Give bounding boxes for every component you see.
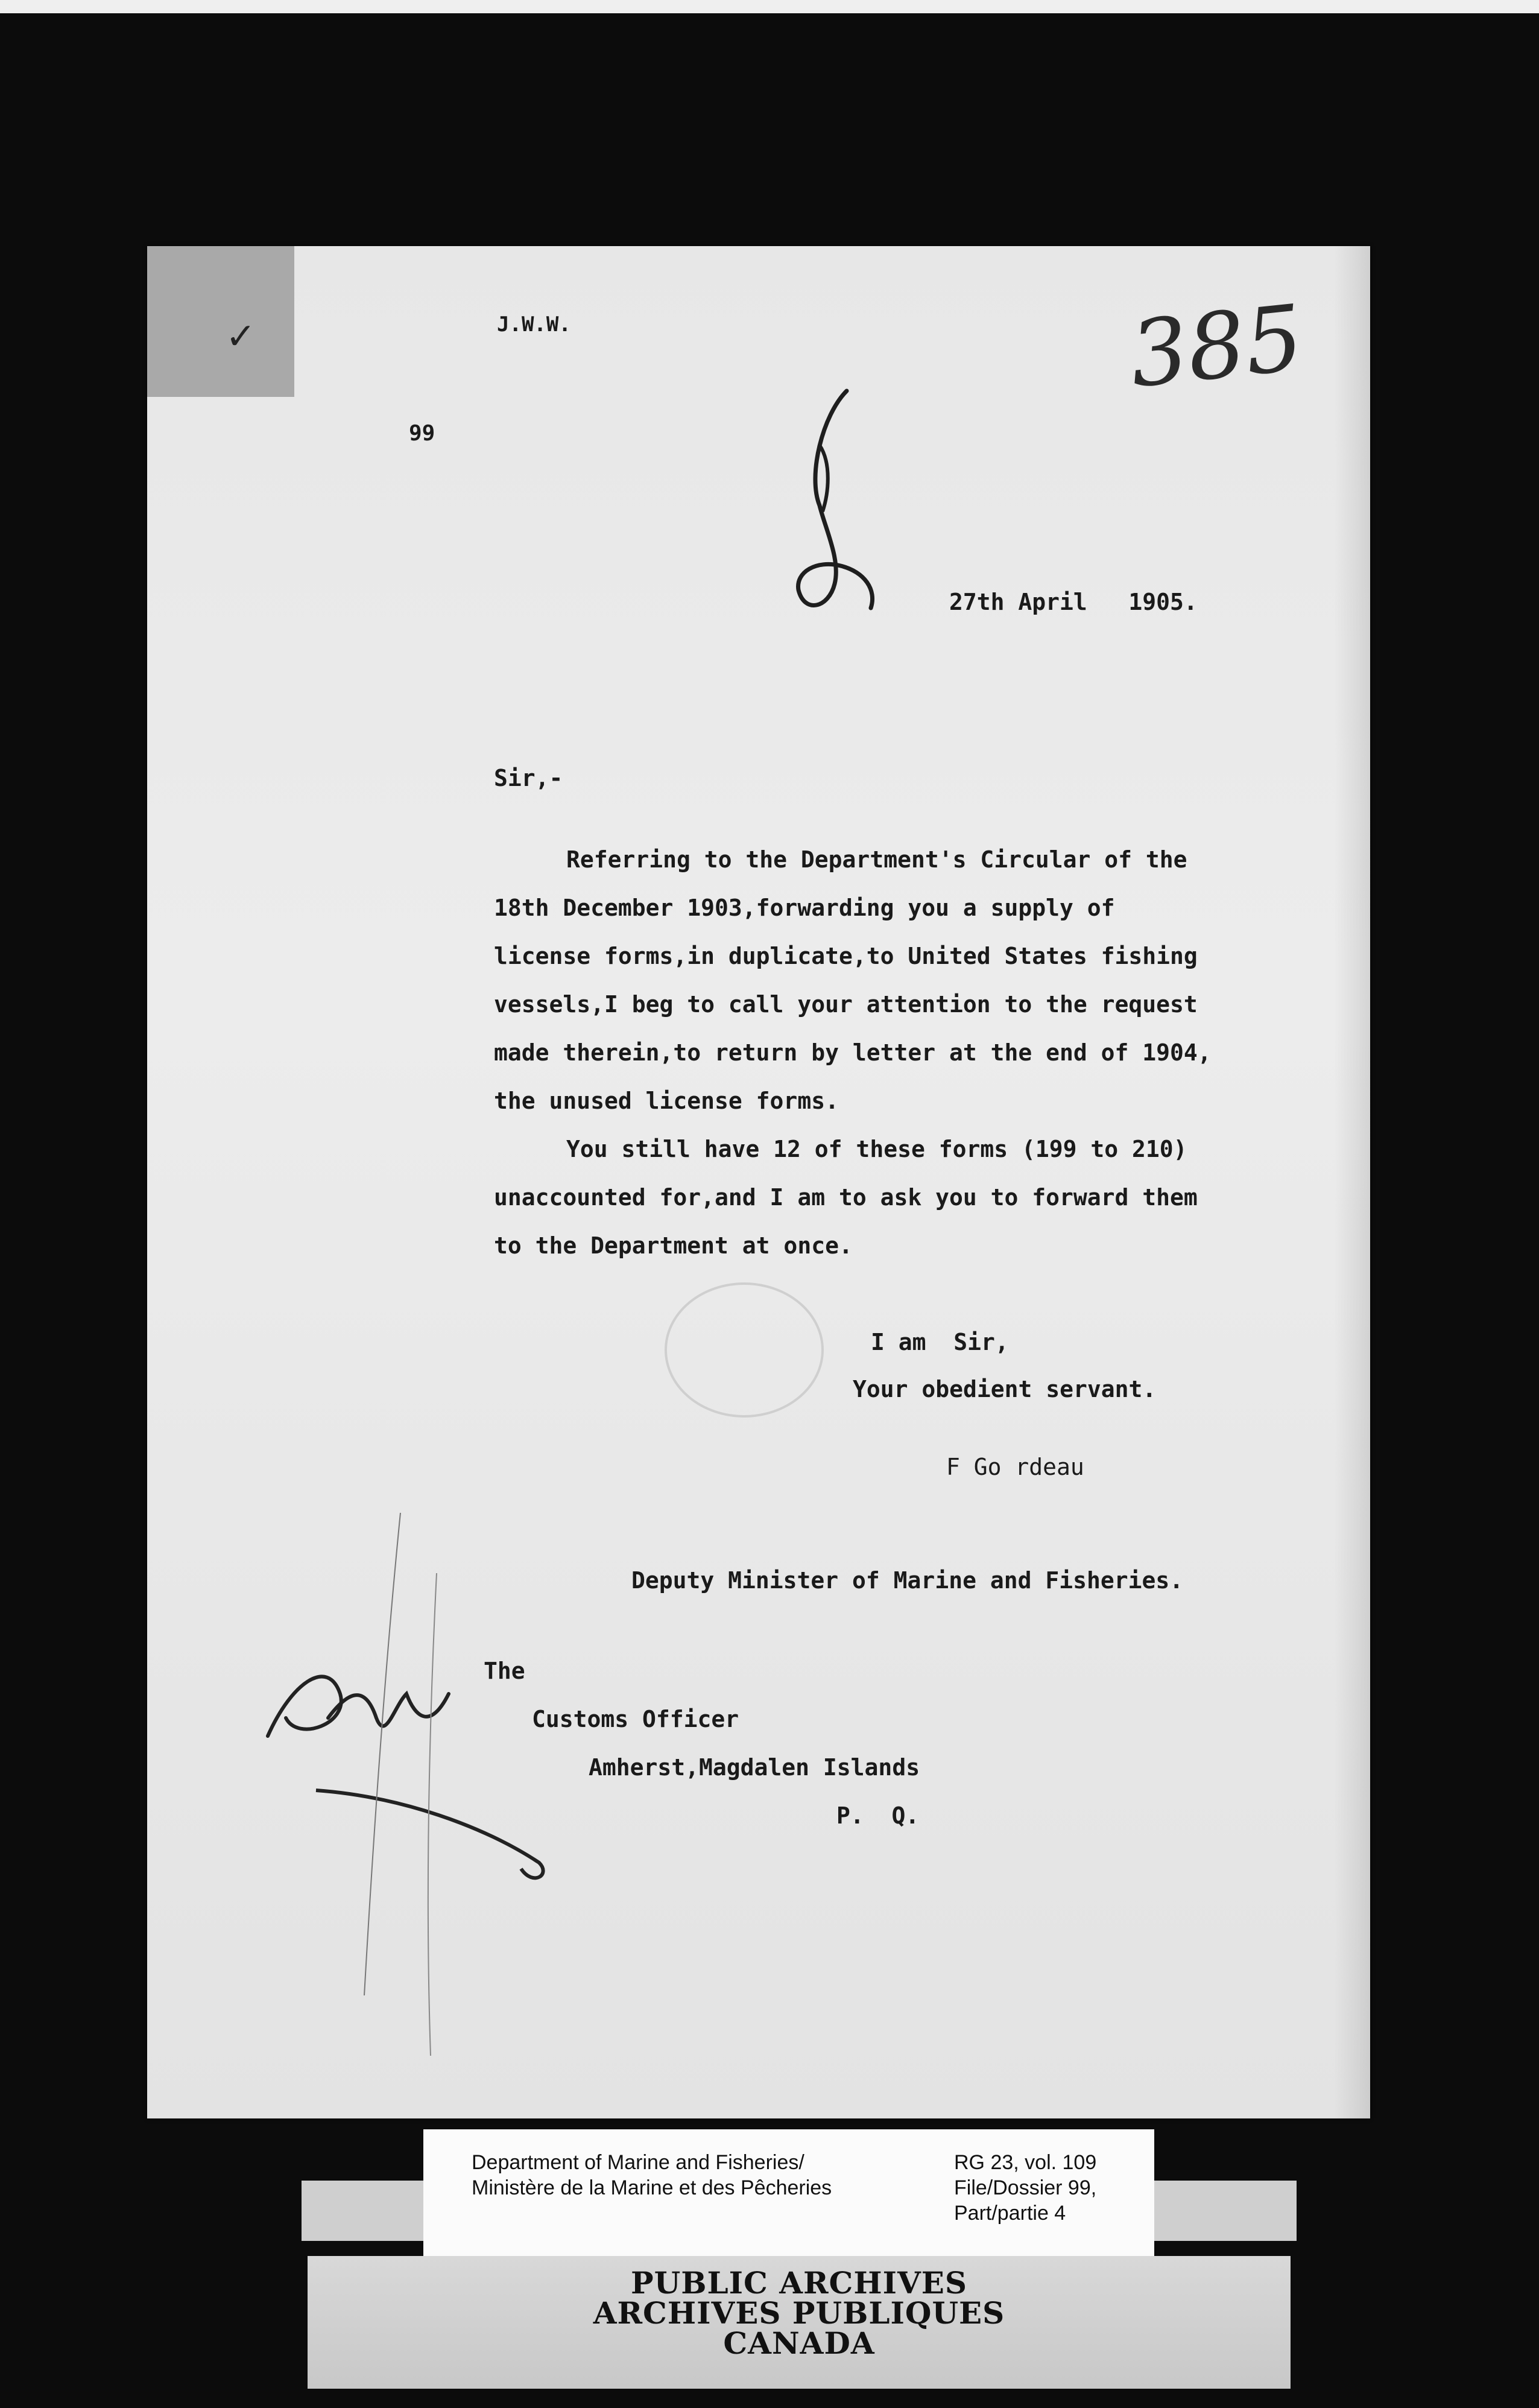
signer-name: F Go rdeau xyxy=(946,1454,1084,1480)
archive-label-department: Department of Marine and Fisheries/ Ministère de la Marine et des Pêcheries xyxy=(472,2151,832,2199)
handwriting-marks xyxy=(147,246,1370,2118)
archive-label-reference: RG 23, vol. 109 File/Dossier 99, Part/partie 4 xyxy=(954,2151,1097,2225)
body-line: Referring to the Department's Circular of the xyxy=(566,846,1187,873)
body-line: the unused license forms. xyxy=(494,1088,839,1114)
body-line: 18th December 1903,forwarding you a supply of xyxy=(494,895,1115,921)
stamp-line: CANADA xyxy=(723,2325,875,2361)
closing-line: I am Sir, xyxy=(871,1329,1009,1355)
salutation: Sir,- xyxy=(494,765,563,791)
signer-title: Deputy Minister of Marine and Fisheries. xyxy=(631,1567,1184,1594)
letter-page xyxy=(147,246,1370,2118)
handwritten-six-mark xyxy=(798,391,873,608)
body-line: to the Department at once. xyxy=(494,1232,853,1259)
body-line: license forms,in duplicate,to United States fishing xyxy=(494,943,1198,969)
stamp-line: PUBLIC ARCHIVES xyxy=(631,2265,967,2301)
body-line: unaccounted for,and I am to ask you to forward them xyxy=(494,1184,1198,1211)
typist-initials: J.W.W. xyxy=(497,312,571,337)
initials-scribble xyxy=(268,1676,449,1736)
address-line: The xyxy=(484,1658,525,1684)
body-line: You still have 12 of these forms (199 to 210) xyxy=(566,1136,1187,1162)
handwritten-folio-number: 385 xyxy=(1125,285,1308,408)
archive-stamp xyxy=(308,2256,1291,2389)
body-line: made therein,to return by letter at the end of 1904, xyxy=(494,1039,1212,1066)
address-line: Customs Officer xyxy=(532,1706,739,1732)
file-number: 99 xyxy=(409,421,435,446)
letter-date: 27th April 1905. xyxy=(949,589,1198,615)
film-edge xyxy=(0,0,1539,13)
address-line: P. Q. xyxy=(836,1802,920,1829)
address-line: Amherst,Magdalen Islands xyxy=(589,1754,920,1781)
corner-mark-icon: ✓ xyxy=(226,315,256,358)
closing-line: Your obedient servant. xyxy=(853,1376,1157,1402)
archive-label xyxy=(423,2129,1154,2261)
stamp-line: ARCHIVES PUBLIQUES xyxy=(593,2295,1005,2331)
body-line: vessels,I beg to call your attention to the request xyxy=(494,991,1198,1018)
